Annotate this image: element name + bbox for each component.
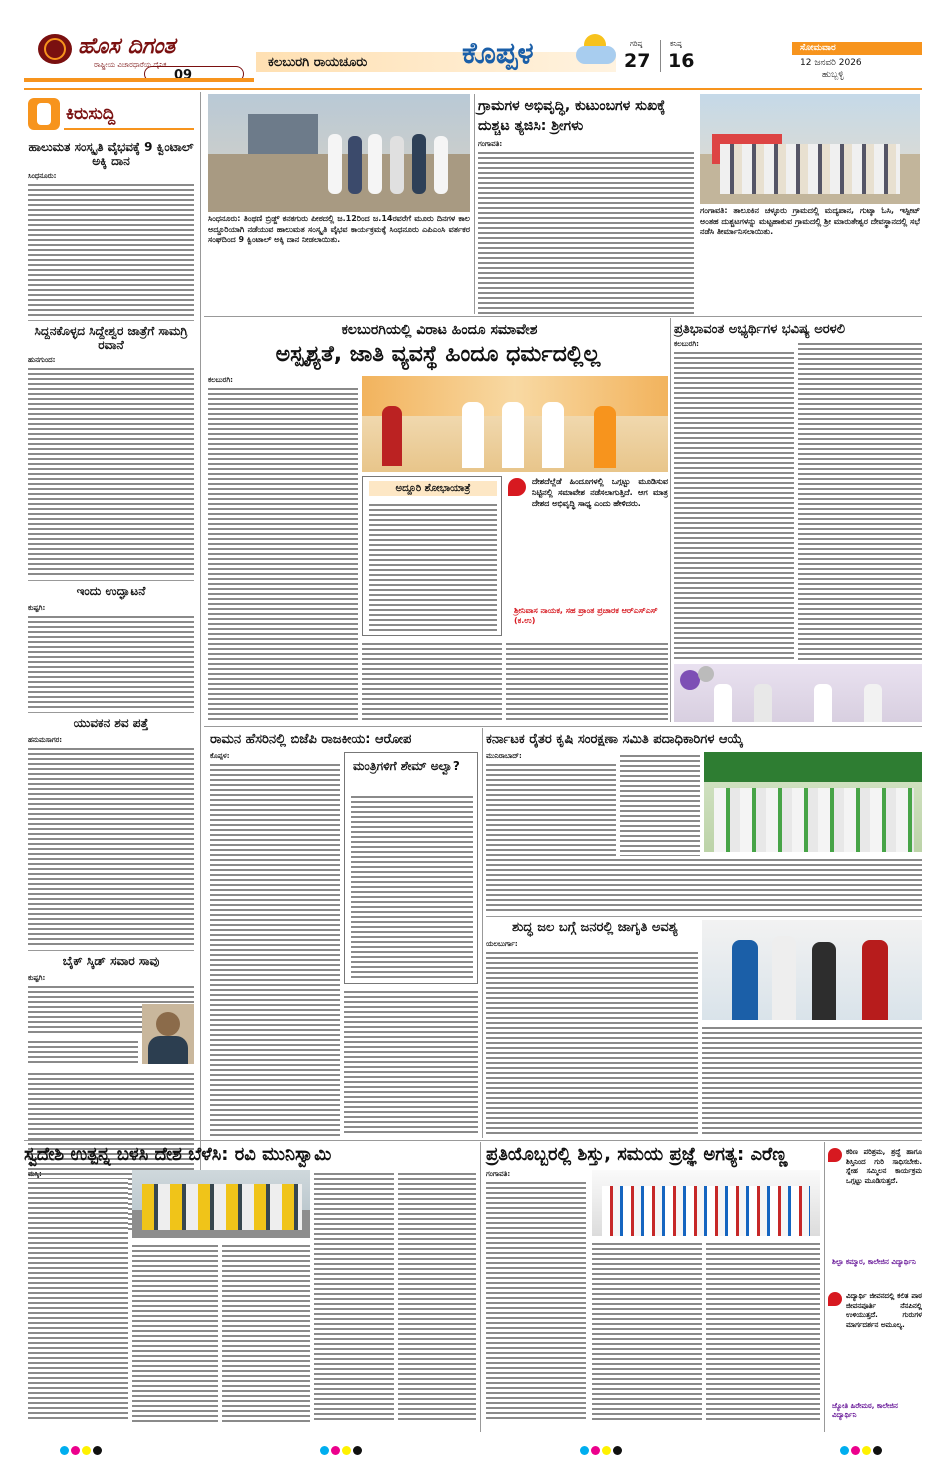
shistu-body-col1	[486, 1170, 586, 1422]
registration-dots-mid-left	[320, 1440, 364, 1459]
pratibha-event-photo	[674, 664, 922, 722]
kirusuddi-label: ಕಿರುಸುದ್ದಿ	[66, 104, 116, 124]
date-block	[792, 42, 922, 82]
registration-dots-right	[840, 1440, 884, 1459]
kiru-item-1-body	[28, 172, 194, 317]
kirusuddi-column	[24, 92, 198, 1237]
pratibha-headline: ಪ್ರತಿಭಾವಂತ ಅಭ್ಯರ್ಥಿಗಳ ಭವಿಷ್ಯ ಅರಳಲಿ	[674, 322, 845, 337]
hindu-quote: ದೇಶದೆಲ್ಲೆಡೆ ಹಿಂದೂಗಳಲ್ಲಿ ಒಗ್ಗಟ್ಟು ಮೂಡಿಸುವ ನಿಟ್ಟಿನಲ್ಲಿ ಸಮಾವೇಶ ನಡೆಸಲಾಗುತ್ತಿದೆ. ಆಗ ಮಾತ್ರ ದೇಶದ ಅಭಿವೃದ್ಧಿ ಸಾಧ್ಯ ಎಂದು ಹೇಳಿದರು.	[532, 477, 668, 508]
shistu-quote-1-text: ಕಠಿಣ ಪರಿಶ್ರಮ, ಶ್ರದ್ಧೆ ಹಾಗೂ ಶಿಸ್ತಿನಿಂದ ಗುರಿ ಸಾಧಿಸಬೇಕು. ಸ್ನೇಹ ಸಮ್ಮಿಲನ ಕಾರ್ಯಕ್ರಮ ಒಗ್ಗಟ್ಟು ಮೂಡಿಸುತ್ತದೆ.	[846, 1148, 922, 1185]
kiru-item-5-title: ಬೈಕ್ ಸ್ಕಿಡ್ ಸವಾರ ಸಾವು	[62, 954, 160, 968]
kiru-item-5-body-2	[28, 1038, 138, 1066]
rama-place: ಕೊಪ್ಪಳ:	[210, 752, 230, 760]
temp-min-label: ಕನಿಷ್ಠ	[670, 40, 682, 48]
shistu-headline: ಪ್ರತಿಯೊಬ್ಬರಲ್ಲಿ ಶಿಸ್ತು, ಸಮಯ ಪ್ರಜ್ಞೆ ಅಗತ್ಯ: ಎರೆಣ್ಣ	[486, 1144, 788, 1165]
hindu-body-col2	[362, 640, 502, 722]
temp-max: 27	[624, 50, 651, 72]
swadeshi-body-col4	[314, 1170, 394, 1422]
kiru-item-4-place: ಹನುಮಸಾಗರ:	[28, 736, 63, 744]
raitha-body-col2	[620, 752, 700, 862]
swadeshi-headline: ಸ್ವದೇಶಿ ಉತ್ಪನ್ನ ಬಳಸಿ ದೇಶ ಬೆಳೆಸಿ: ರವಿ ಮುನಿಸ್ವಾಮಿ	[24, 1144, 332, 1165]
raitha-place: ಮುನಿರಾಬಾದ್:	[486, 752, 522, 760]
shistu-body-col2	[592, 1240, 702, 1422]
registration-dots-left	[60, 1440, 104, 1459]
gram-place: ಗಂಗಾವತಿ:	[478, 140, 503, 148]
raitha-group-photo	[704, 752, 922, 852]
swadeshi-body-col1	[28, 1170, 128, 1422]
jala-place: ಯಲಬುರ್ಗಾ:	[486, 940, 518, 948]
kiru-item-1-title: ಹಾಲುಮತ ಸಂಸ್ಕೃತಿ ವೈಭವಕ್ಕೆ 9 ಕ್ವಿಂಟಾಲ್ ಅಕ್ಕಿ ದಾನ	[28, 140, 194, 168]
rama-box-title: ಮಂತ್ರಿಗಳಿಗೆ ಶೇಮ್ ಅಲ್ವಾ?	[353, 759, 460, 773]
shistu-quote-2	[828, 1292, 922, 1430]
hindu-body-col1	[208, 376, 358, 721]
weather-icon	[576, 34, 620, 68]
swadeshi-body-col5	[398, 1170, 476, 1422]
rama-shame-box	[344, 752, 478, 984]
paper-logo-icon	[44, 38, 66, 60]
swadeshi-place: ಮಸ್ಕಿ:	[28, 1170, 42, 1178]
hindu-headline: ಅಸ್ಪೃಶ್ಯತೆ, ಜಾತಿ ವ್ಯವಸ್ಥೆ ಹಿಂದೂ ಧರ್ಮದಲ್ಲಿಲ್ಲ	[275, 342, 601, 367]
hindu-place: ಕಲಬುರಗಿ:	[208, 376, 233, 384]
rama-body-col1	[210, 752, 340, 1136]
kiru-item-2-body	[28, 356, 194, 576]
hindu-shobhayatre-box	[362, 476, 502, 636]
hand-icon	[37, 103, 51, 125]
kiru-item-5-photo	[142, 1004, 194, 1064]
gram-headline: ಗ್ರಾಮಗಳ ಅಭಿವೃದ್ಧಿ, ಕುಟುಂಬಗಳ ಸುಖಕ್ಕೆ ದುಶ್ಚಟ ತ್ಯಜಿಸಿ: ಶ್ರೀಗಳು	[478, 98, 666, 134]
date-text: 12 ಜನವರಿ 2026	[800, 58, 862, 68]
pratibha-place: ಕಲಬುರಗಿ:	[674, 340, 699, 348]
kiru-item-5-place: ಕುಷ್ಟಗಿ:	[28, 974, 46, 982]
gram-body	[478, 140, 694, 314]
jala-body	[486, 940, 698, 1136]
shistu-group-photo	[592, 1170, 820, 1236]
swadeshi-body-col3	[222, 1242, 310, 1422]
paper-name: ಹೊಸ ದಿಗಂತ	[78, 34, 176, 59]
quote-icon	[508, 478, 526, 496]
pratibha-body-col1	[674, 340, 794, 662]
swadeshi-body-col2	[132, 1242, 218, 1422]
pratibha-body-col2	[798, 340, 922, 662]
kiru-item-3-body	[28, 604, 194, 709]
kirusuddi-header	[28, 98, 198, 130]
hindu-quote-author: ಶ್ರೀನಿವಾಸ ನಾಯಕ, ಸಹ ಪ್ರಾಂತ ಪ್ರಚಾರಕ ಆರ್‌ಎಸ್‌ಎಸ್ (ಕ.ಉ)	[514, 606, 658, 625]
jala-body-col2	[702, 1024, 922, 1136]
hindu-stage-photo	[362, 376, 668, 472]
swadeshi-rally-photo	[132, 1170, 310, 1238]
raitha-body-col1	[486, 752, 616, 862]
kiru-item-2-place: ಹುನಗುಂದ:	[28, 356, 56, 364]
gram-meeting-caption: ಗಂಗಾವತಿ: ತಾಲೂಕಿನ ಚಳ್ಳೂರು ಗ್ರಾಮದಲ್ಲಿ ಮದ್ಯಪಾನ, ಗುಟ್ಕಾ ಓಸಿ, ಇಸ್ಪೀಟ್ ಅಂತಹ ದುಶ್ಚಟಗಳನ್ನು ಮಟ್ಟಹಾಕುವ ಗ್ರಾಮದಲ್ಲಿ ಶ್ರೀ ಮಾರುತೇಶ್ವರ ದೇವಸ್ಥಾನದಲ್ಲಿ ಸಭೆ ನಡೆಸಿ ತೀರ್ಮಾನಿಸಲಾಯಿತು.	[700, 206, 920, 236]
kiru-item-4-body	[28, 736, 194, 946]
shistu-place: ಗಂಗಾವತಿ:	[486, 1170, 511, 1178]
rama-body-col2	[344, 988, 478, 1136]
jala-event-photo	[702, 920, 922, 1020]
shistu-quote-2-author: ಜ್ಯೋತಿ ಹಿರೇಮಠ, ಕಾಲೇಜಿನ ವಿದ್ಯಾರ್ಥಿನಿ	[832, 1402, 898, 1419]
hindu-box-title: ಅದ್ದೂರಿ ಶೋಭಾಯಾತ್ರೆ	[369, 481, 497, 496]
rice-donation-photo	[208, 94, 470, 212]
registration-dots-mid-right	[580, 1440, 624, 1459]
kiru-item-2-title: ಸಿದ್ದನಕೊಳ್ಳದ ಸಿದ್ದೇಶ್ವರ ಜಾತ್ರೆಗೆ ಸಾಮಗ್ರಿ ರವಾನೆ	[34, 324, 188, 352]
jala-headline: ಶುದ್ಧ ಜಲ ಬಗ್ಗೆ ಜನರಲ್ಲಿ ಜಾಗೃತಿ ಅವಶ್ಯ	[512, 920, 678, 935]
page-number: 09	[174, 68, 193, 83]
hindu-kicker: ಕಲಬುರಗಿಯಲ್ಲಿ ವಿರಾಟ ಹಿಂದೂ ಸಮಾವೇಶ	[341, 322, 538, 338]
rice-donation-caption: ಸಿಂಧನೂರು: ತಿಂಥಣಿ ಬ್ರಿಡ್ಜ್ ಕನಕಗುರು ಪೀಠದಲ್ಲಿ ಜ.12ರಿಂದ ಜ.14ರವರೆಗೆ ಮೂರು ದಿನಗಳ ಕಾಲ ಅದ್ದೂರಿಯಾಗಿ ನಡೆಯುವ ಹಾಲುಮತ ಸಂಸ್ಕೃತಿ ವೈಭವ ಕಾರ್ಯಕ್ರಮಕ್ಕೆ ಸಿಂಧನೂರು ಎಪಿಎಂಸಿ ವರ್ತಕರ ಸಂಘದಿಂದ 9 ಕ್ವಿಂಟಾಲ್ ಅಕ್ಕಿ ದಾನ ನೀಡಲಾಯಿತು.	[208, 214, 470, 244]
quote-icon-2	[828, 1292, 842, 1306]
kiru-item-3-title: ಇಂದು ಉದ್ಘಾಟನೆ	[76, 584, 146, 598]
temp-min: 16	[668, 50, 695, 72]
shistu-quote-1	[828, 1148, 922, 1288]
shistu-quote-2-text: ವಿದ್ಯಾರ್ಥಿ ಜೀವನದಲ್ಲಿ ಕಲಿತ ಪಾಠ ಜೀವನಪೂರ್ತಿ ನೆನಪಿನಲ್ಲಿ ಉಳಿಯುತ್ತದೆ. ಗುರುಗಳ ಮಾರ್ಗದರ್ಶನ ಅಮೂಲ್ಯ.	[846, 1292, 922, 1329]
day-name: ಸೋಮವಾರ	[800, 43, 836, 53]
temp-max-label: ಗರಿಷ್ಠ	[630, 40, 643, 48]
hindu-quote-box	[506, 476, 668, 636]
raitha-headline: ಕರ್ನಾಟಕ ರೈತರ ಕೃಷಿ ಸಂರಕ್ಷಣಾ ಸಮಿತಿ ಪದಾಧಿಕಾರಿಗಳ ಆಯ್ಕೆ	[486, 732, 744, 747]
rama-headline: ರಾಮನ ಹೆಸರಿನಲ್ಲಿ ಬಿಜೆಪಿ ರಾಜಕೀಯ: ಆರೋಪ	[210, 732, 412, 747]
masthead	[0, 0, 945, 86]
paper-tagline: ರಾಷ್ಟ್ರೀಯ ವಿಚಾರಧಾರೆಯ ದೈನಿಕ	[94, 61, 167, 69]
city-name: ಕೊಪ್ಪಳ	[462, 36, 534, 71]
kiru-item-4-title: ಯುವಕನ ಶವ ಪತ್ತೆ	[73, 716, 149, 730]
kiru-item-3-place: ಕುಷ್ಟಗಿ:	[28, 604, 46, 612]
raitha-body-wide	[486, 856, 922, 912]
gram-meeting-photo	[700, 94, 920, 204]
kiru-item-1-place: ಸಿಂಧನೂರು:	[28, 172, 57, 180]
shistu-quote-1-author: ಶಿಲ್ಪಾ ಕಮ್ಮಾರ, ಕಾಲೇಜಿನ ವಿದ್ಯಾರ್ಥಿನಿ	[832, 1258, 916, 1266]
hindu-body-col3	[506, 640, 668, 722]
quote-icon-1	[828, 1148, 842, 1162]
shistu-body-col3	[706, 1240, 820, 1422]
region-names: ಕಲಬುರಗಿ ರಾಯಚೂರು	[268, 55, 368, 70]
edition-name: ಹುಬ್ಬಳ್ಳಿ	[822, 70, 844, 80]
